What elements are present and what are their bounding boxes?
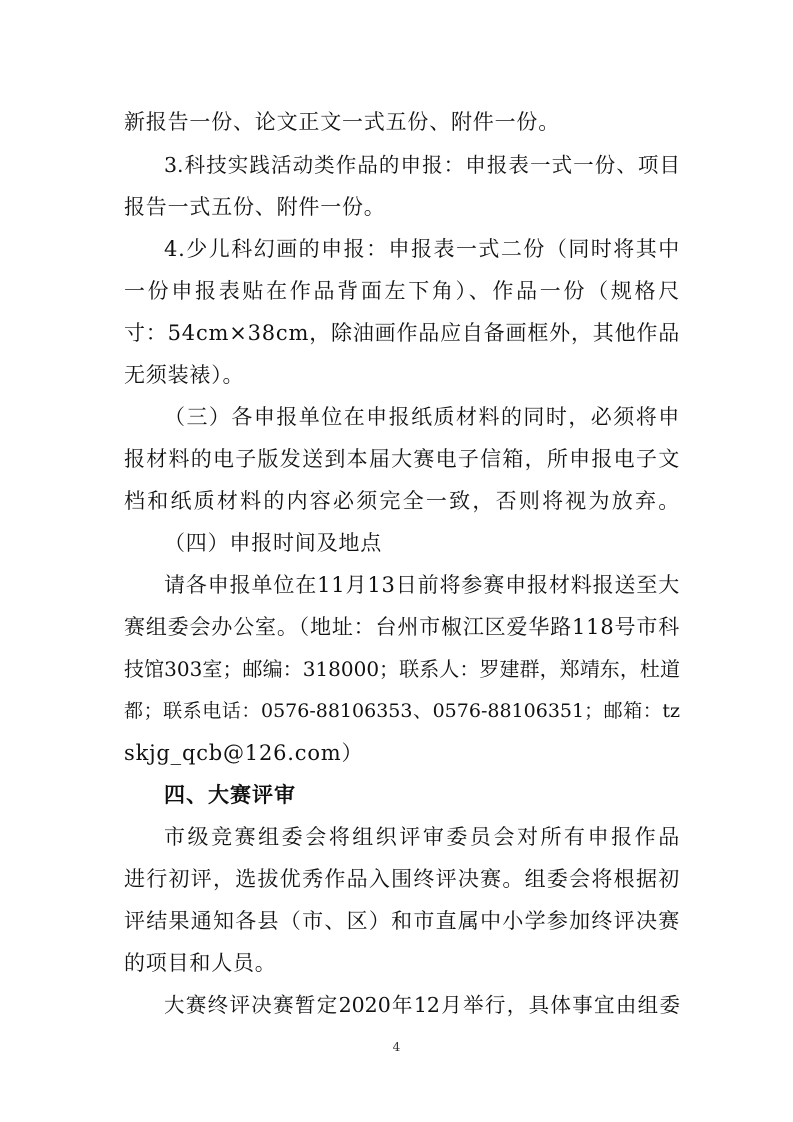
paragraph-line: 技馆303室；邮编：318000；联系人：罗建群，郑靖东，杜道 [124,657,680,681]
paragraph-line: 报材料的电子版发送到本届大赛电子信箱，所申报电子文 [124,447,680,471]
page-number: 4 [392,1040,401,1054]
section-heading: 四、大赛评审 [164,783,296,807]
paragraph-line: 评结果通知各县（市、区）和市直属中小学参加终评决赛 [124,909,680,933]
paragraph-line: 请各申报单位在11月13日前将参赛申报材料报送至大 [164,573,680,597]
paragraph-line: 无须装裱）。 [124,363,245,387]
paragraph-line: 4.少儿科幻画的申报：申报表一式二份（同时将其中 [164,237,680,261]
paragraph-line: 的项目和人员。 [124,951,277,975]
paragraph-line: 寸：54cm×38cm，除油画作品应自备画框外，其他作品 [124,321,680,345]
paragraph-line: 一份申报表贴在作品背面左下角）、作品一份（规格尺 [124,279,680,303]
paragraph-line: 报告一式五份、附件一份。 [124,195,386,219]
paragraph-line: 赛组委会办公室。（地址：台州市椒江区爱华路118号市科 [124,615,680,639]
paragraph-line: skjg_qcb@126.com） [124,741,364,765]
paragraph-line: 新报告一份、论文正文一式五份、附件一份。 [124,110,560,134]
paragraph-line: 3.科技实践活动类作品的申报：申报表一式一份、项目 [164,153,680,177]
paragraph-line: 档和纸质材料的内容必须完全一致，否则将视为放弃。 [124,489,680,513]
paragraph-line: 市级竞赛组委会将组织评审委员会对所有申报作品 [164,825,680,849]
subsection-heading: （四）申报时间及地点 [164,531,382,555]
paragraph-line: 进行初评，选拔优秀作品入围终评决赛。组委会将根据初 [124,867,680,891]
paragraph-line: 都；联系电话：0576-88106353、0576-88106351；邮箱：tz [124,700,680,722]
paragraph-line: （三）各申报单位在申报纸质材料的同时，必须将申 [164,405,680,429]
paragraph-line: 大赛终评决赛暂定2020年12月举行，具体事宜由组委 [164,993,680,1017]
